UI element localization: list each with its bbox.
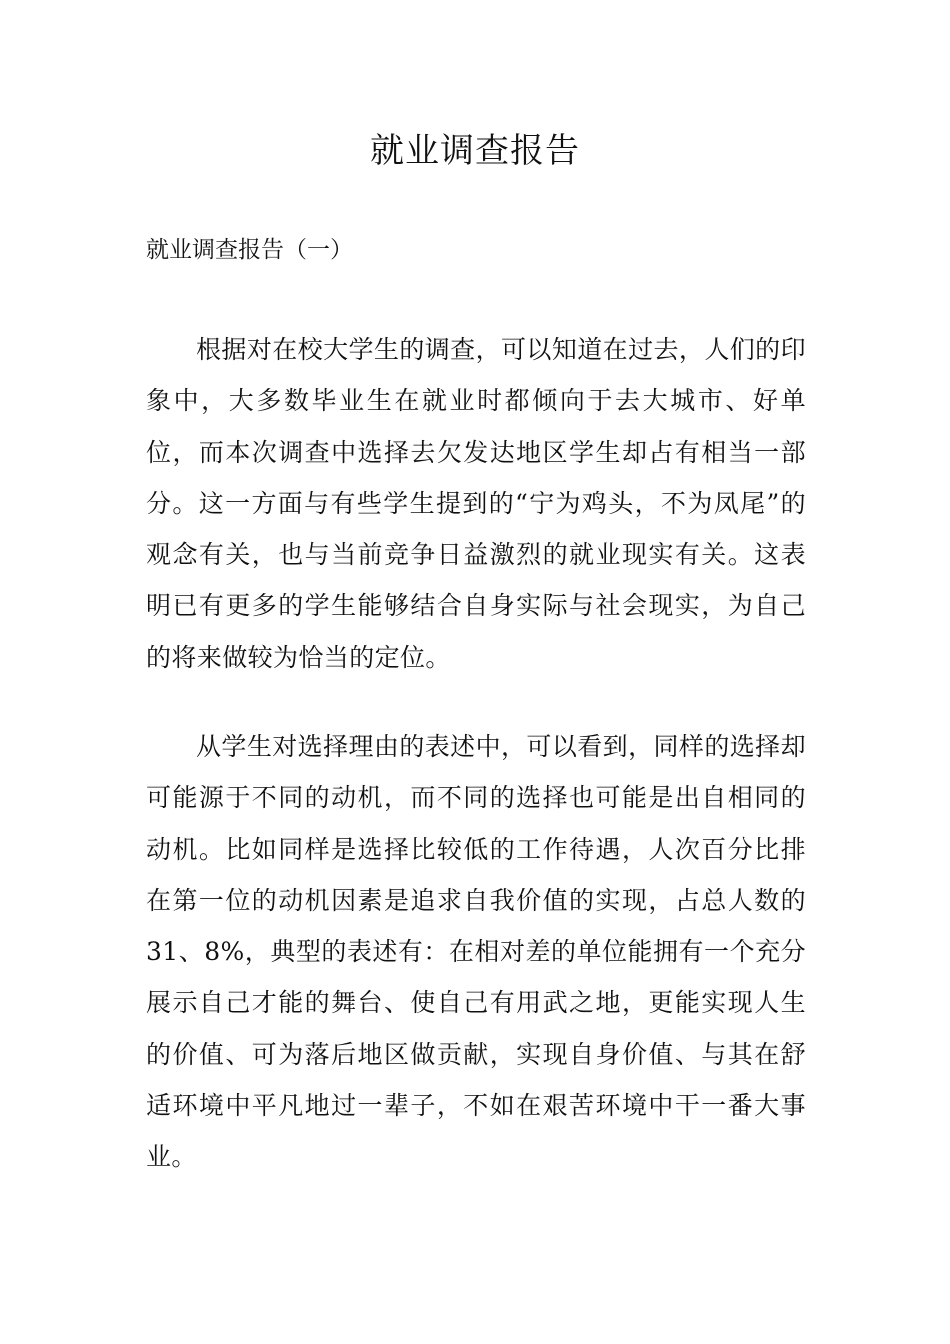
document-title: 就业调查报告 [370,131,580,171]
body-paragraph-2: 从学生对选择理由的表述中，可以看到，同样的选择却可能源于不同的动机，而不同的选择也可能是出自相同的动机。比如同样是选择比较低的工作待遇，人次百分比排在第一位的动机因素是追求自我价值的实现，占总人数的31、8%，典型的表述有：在相对差的单位能拥有一个充分展示自己才能的舞台、使自己有用武之地，更能实现人生的价值、可为落后地区做贡献，实现自身价值、与其在舒适环境中平凡地过一辈子，不如在艰苦环境中干一番大事业。 [146,732,806,1172]
section-subtitle: 就业调查报告（一） [146,237,353,263]
body-paragraph-1: 根据对在校大学生的调查，可以知道在过去，人们的印象中，大多数毕业生在就业时都倾向于去大城市、好单位，而本次调查中选择去欠发达地区学生却占有相当一部分。这一方面与有些学生提到的“宁为鸡头，不为凤尾”的观念有关，也与当前竞争日益激烈的就业现实有关。这表明已有更多的学生能够结合自身实际与社会现实，为自己的将来做较为恰当的定位。 [146,335,806,672]
